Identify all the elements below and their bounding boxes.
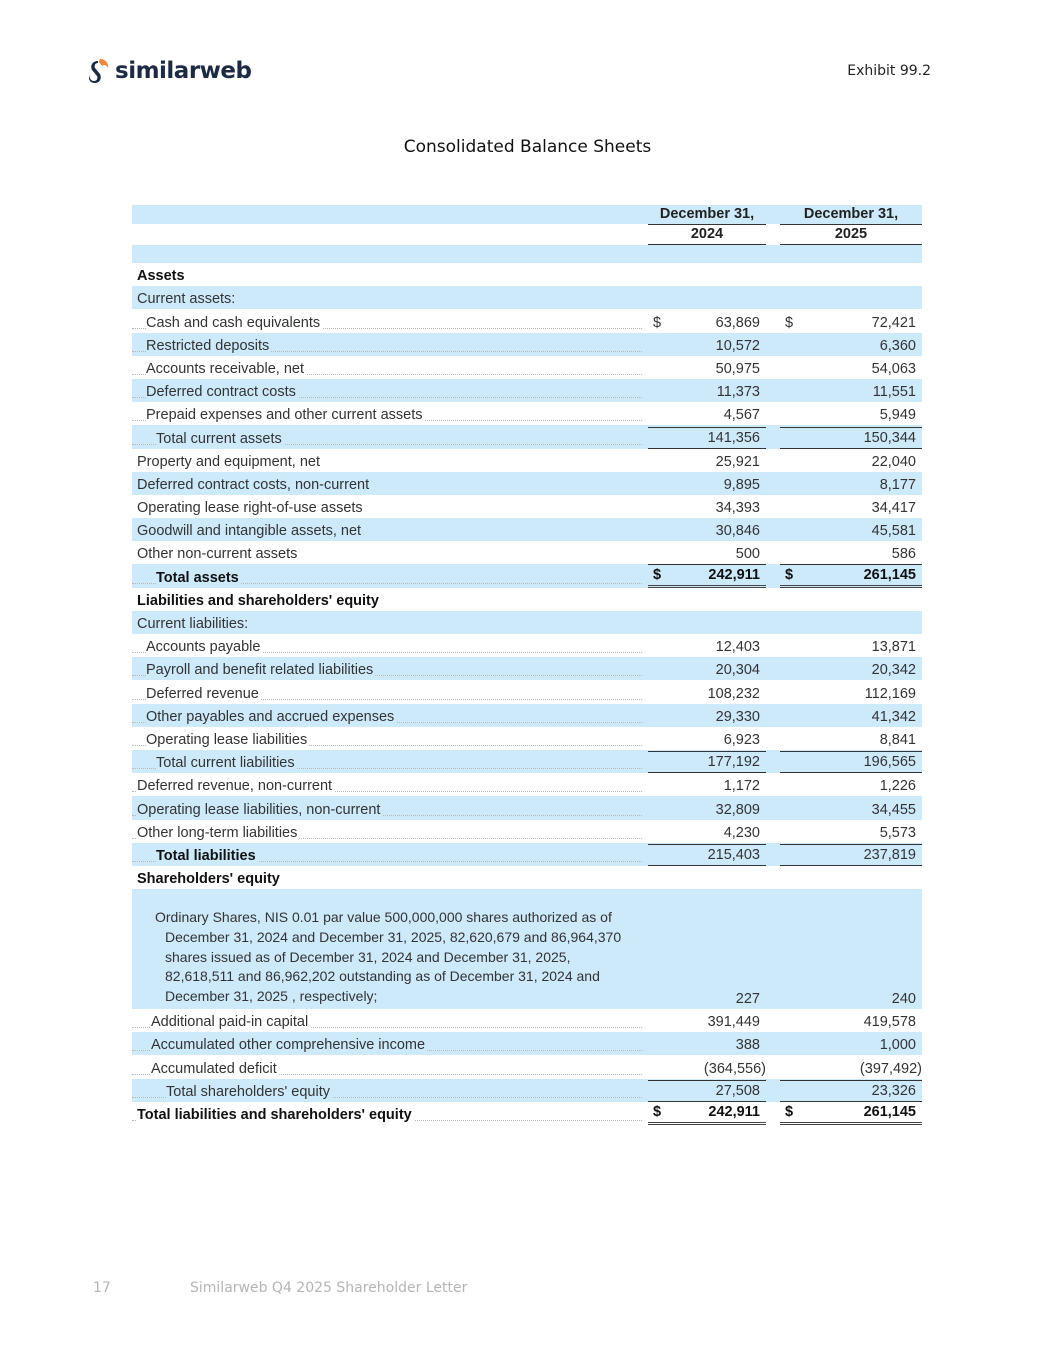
- table-row: Restricted deposits 10,572 6,360: [132, 333, 922, 356]
- similarweb-logo-icon: [88, 58, 110, 84]
- table-row: Payroll and benefit related liabilities 20,304 20,342: [132, 657, 922, 680]
- table-header: [132, 205, 922, 245]
- total-assets-row: Total assets $ 242,911 $ 261,145: [132, 564, 922, 587]
- spacer-row: [132, 245, 922, 263]
- subtotal-row: Total current assets 141,356 150,344: [132, 425, 922, 448]
- section-shareholders-equity: Shareholders' equity: [137, 871, 280, 888]
- logo-wordmark: similarweb: [115, 58, 252, 84]
- section-liabilities-equity: Liabilities and shareholders' equity: [137, 592, 379, 609]
- ordinary-shares-row: Ordinary Shares, NIS 0.01 par value 500,000,000 shares authorized as of December 31, 2024 and December 31, 2025, 82,620,679 and 86,964,370 shares issued as of December 31, 2024 and December 31, 2025, 82,618,511 and 86,962,202 outstanding as of December 31, 2024 and December 31, 2025 , respectively; 227 240: [132, 889, 922, 1009]
- table-row: Other non-current assets 500 586: [137, 546, 916, 563]
- table-row: Prepaid expenses and other current assets 4,567 5,949: [132, 402, 922, 425]
- column-header-2024: December 31, 2024: [648, 205, 766, 245]
- section-assets: Assets: [137, 268, 185, 285]
- table-row: Cash and cash equivalents $ 63,869 $ 72,421: [132, 309, 922, 332]
- table-row: Operating lease liabilities 6,923 8,841: [132, 727, 922, 750]
- footer-text: Similarweb Q4 2025 Shareholder Letter: [190, 1280, 468, 1296]
- similarweb-logo: [88, 58, 251, 84]
- table-row: Deferred contract costs 11,373 11,551: [132, 379, 922, 402]
- table-row: Accumulated deficit (364,556) (397,492): [132, 1055, 922, 1078]
- subtotal-row: Total current liabilities 177,192 196,565: [132, 750, 922, 773]
- table-row: Accounts receivable, net 50,975 54,063: [132, 356, 922, 379]
- balance-sheet-table: [132, 205, 922, 1125]
- table-row: Additional paid-in capital 391,449 419,578: [132, 1009, 922, 1032]
- exhibit-label: Exhibit 99.2: [847, 63, 931, 79]
- page-title: Consolidated Balance Sheets: [403, 137, 652, 157]
- table-row: Other long-term liabilities 4,230 5,573: [132, 820, 922, 843]
- table-row: Accounts payable 12,403 13,871: [132, 634, 922, 657]
- table-row: Deferred contract costs, non-current 9,895 8,177: [132, 472, 922, 495]
- subtotal-row: Total shareholders' equity 27,508 23,326: [132, 1079, 922, 1102]
- table-row: Property and equipment, net 25,921 22,040: [137, 453, 916, 470]
- total-liabilities-row: Total liabilities 215,403 237,819: [132, 843, 922, 866]
- table-row: Deferred revenue 108,232 112,169: [132, 680, 922, 703]
- subsection-current-liabilities: Current liabilities:: [132, 611, 922, 634]
- table-row: Operating lease liabilities, non-current 32,809 34,455: [132, 796, 922, 819]
- total-liabilities-equity-row: Total liabilities and shareholders' equity $ 242,911 $ 261,145: [132, 1102, 922, 1125]
- column-header-2025: December 31, 2025: [780, 205, 922, 245]
- table-row: Accumulated other comprehensive income 388 1,000: [132, 1032, 922, 1055]
- subsection-current-assets: Current assets:: [132, 286, 922, 309]
- table-row: Goodwill and intangible assets, net 30,846 45,581: [132, 518, 922, 541]
- table-row: Other payables and accrued expenses 29,330 41,342: [132, 704, 922, 727]
- table-row: Operating lease right-of-use assets 34,393 34,417: [137, 500, 916, 517]
- table-row: Deferred revenue, non-current 1,172 1,226: [132, 773, 922, 796]
- page-number: 17: [93, 1280, 111, 1296]
